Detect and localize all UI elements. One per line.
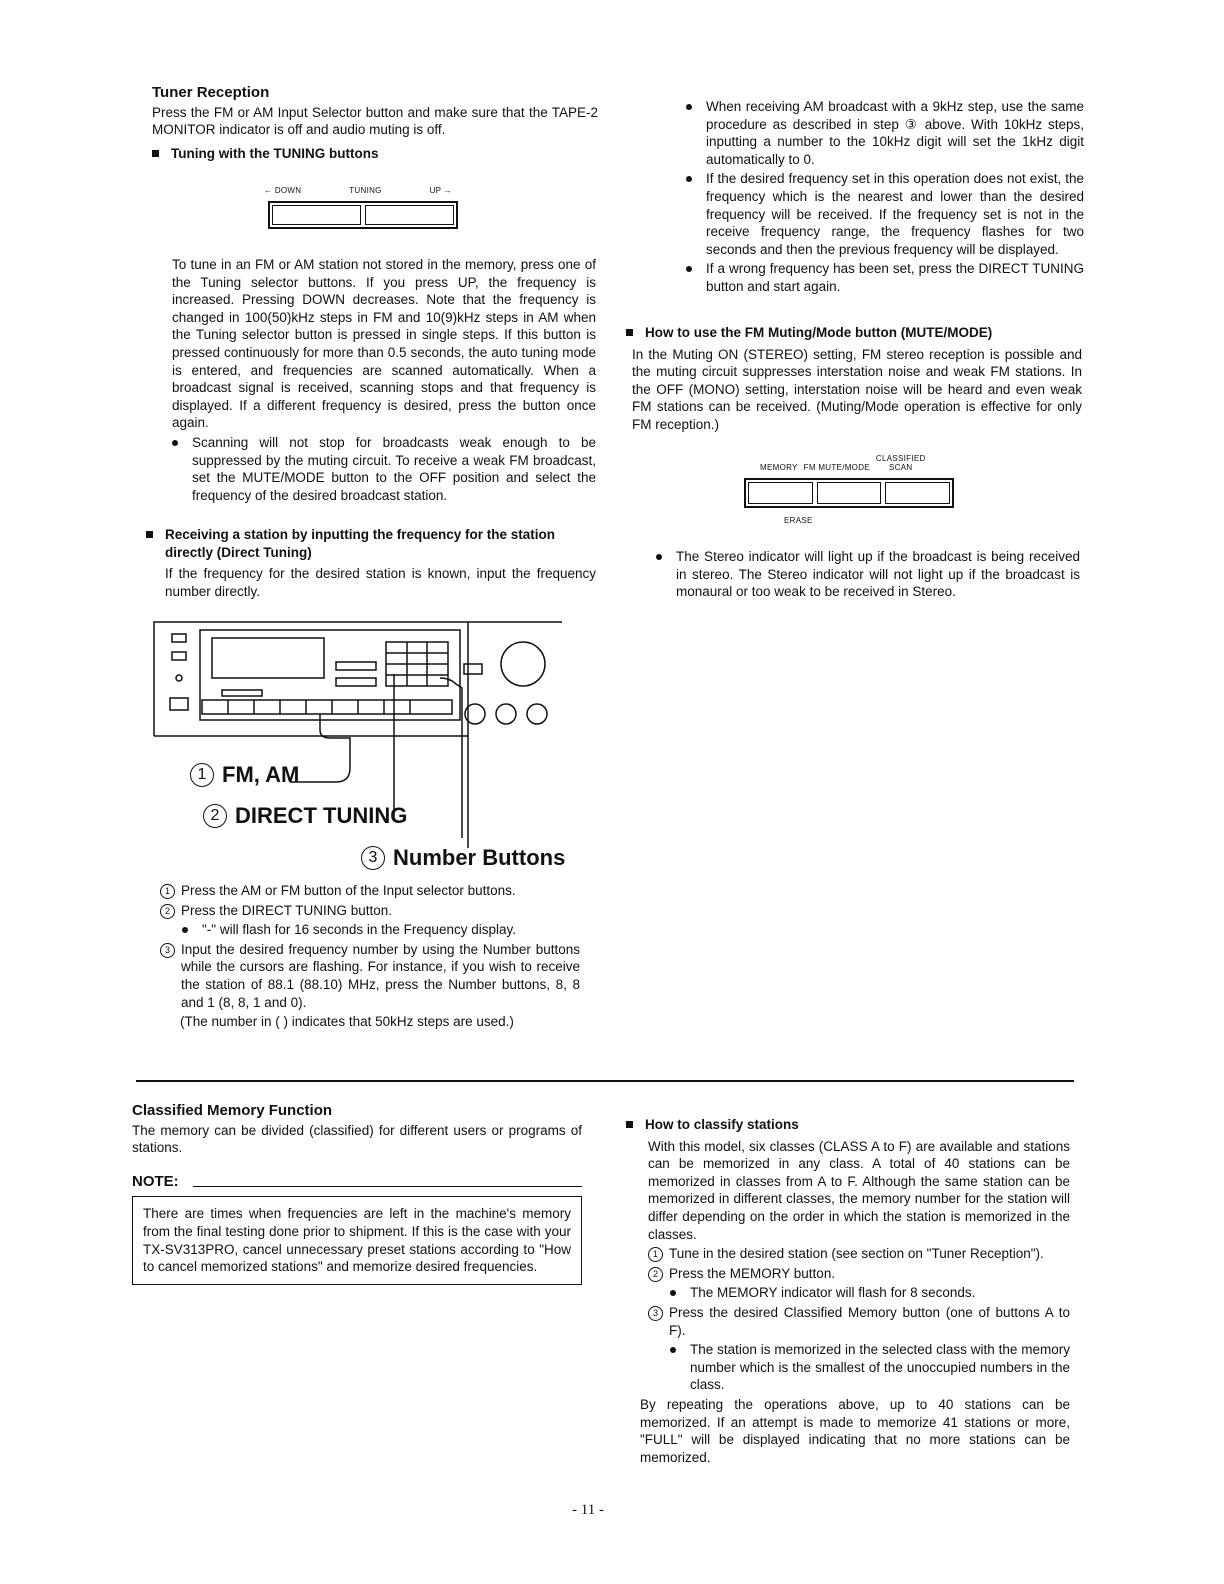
side-button (464, 664, 482, 674)
direct-tuning-section (146, 520, 596, 600)
left-small-button (172, 634, 186, 642)
direct-subheading: Receiving a station by inputting the frequency for the station directly (Direct Tuning) (146, 526, 596, 561)
memory-label: MEMORY (760, 463, 798, 472)
panel-outline (154, 622, 562, 736)
classify-step-1: 1 Tune in the desired station (see section on "Tuner Reception"). (648, 1245, 1070, 1263)
classified-intro: The memory can be divided (classified) for different users or programs of stations. (132, 1122, 582, 1156)
square-bullet-icon (146, 531, 153, 538)
tuning-subheading: Tuning with the TUNING buttons (152, 145, 598, 163)
note-box (132, 1196, 582, 1284)
classify-step-2: 2 Press the MEMORY button. (648, 1265, 1070, 1283)
tuning-buttons-diagram (258, 186, 458, 229)
left-power-button (170, 698, 188, 710)
circled-number: 1 (190, 763, 214, 787)
section-heading: Tuner Reception (152, 84, 270, 101)
list-item: When receiving AM broadcast with a 9kHz step, use the same procedure as described in step ③ above. With 10kHz steps, inputting a number to the 10kHz digit will set the 1kHz digit automatically to 0. (686, 98, 1084, 168)
fm-mute-label: FM MUTE/MODE (803, 463, 870, 472)
callout-direct-tuning: 2 DIRECT TUNING (203, 803, 407, 829)
circled-number: 2 (203, 804, 227, 828)
note-text: There are times when frequencies are left in the machine's memory from the final testing done prior to shipment. If this is the case with your TX-SV313PRO, cancel unnecessary preset stations according to "How to cancel memorized stations" and memorize desired frequencies. (143, 1206, 571, 1275)
list-item: If the desired frequency set in this operation does not exist, the frequency which is the nearest and lower than the desired frequency will be received. If the frequency set is not in the receive frequency range, the frequency flashes for two seconds and then the previous frequency will be displayed. (686, 170, 1084, 258)
list-item: Scanning will not stop for broadcasts weak enough to be suppressed by the muting circuit. To receive a weak FM broadcast, set the MUTE/MODE button to the OFF position and select the frequency of the desired broadcast station. (172, 434, 596, 504)
note-rule (193, 1186, 582, 1187)
small-knob-icon (527, 704, 547, 724)
erase-label: ERASE (784, 516, 813, 525)
leader-line-3 (440, 678, 462, 838)
tuning-text (172, 256, 596, 506)
page-number: - 11 - (572, 1502, 604, 1518)
frequency-display (212, 638, 324, 678)
scan-label: SCAN (889, 463, 913, 472)
classify-paragraph: With this model, six classes (CLASS A to F) are available and stations can be memorized in any class. A total of 40 stations can be memorized in classes from A to F. Although the same station can be memorized in different classes, the memory number for the station will differ depending on the order in which the station is memorized in the classes. (648, 1138, 1070, 1242)
bullet-icon (686, 176, 692, 182)
classify-step-3-bullet: The station is memorized in the selected class with the memory number which is the smallest of the unoccupied numbers in the class. (648, 1341, 1070, 1394)
classify-closing: By repeating the operations above, up to 40 stations can be memorized. If an attempt is made to memorize 41 stations or more, "FULL" will be displayed indicating that no more stations can be memorized. (640, 1396, 1070, 1465)
bullet-icon (686, 266, 692, 272)
tuning-button-pair (268, 201, 458, 229)
right-bullets (686, 96, 1084, 298)
square-bullet-icon (152, 150, 159, 157)
indicator-bar (336, 678, 376, 686)
bullet-icon (172, 440, 178, 446)
tuner-reception-section (152, 84, 598, 166)
section-heading: Classified Memory Function (132, 1102, 333, 1119)
classified-scan-button (885, 482, 950, 504)
tuning-down-button (272, 205, 361, 225)
bullet-icon (670, 1347, 676, 1353)
bullet-icon (686, 104, 692, 110)
volume-knob-icon (501, 642, 545, 686)
small-knob-icon (496, 704, 516, 724)
muting-section (626, 318, 1082, 434)
step-2: 2 Press the DIRECT TUNING button. (160, 902, 580, 920)
square-bullet-icon (626, 1121, 633, 1128)
down-label: ← DOWN (264, 186, 302, 195)
classify-step-2-bullet: The MEMORY indicator will flash for 8 seconds. (648, 1284, 1070, 1302)
bullet-icon (670, 1290, 676, 1296)
left-small-button (172, 652, 186, 660)
direct-paragraph: If the frequency for the desired station is known, input the frequency number directly. (165, 566, 596, 599)
classify-stations-section (626, 1110, 1070, 1466)
stereo-note (656, 546, 1080, 603)
note-header (132, 1173, 582, 1191)
list-item: If a wrong frequency has been set, press the DIRECT TUNING button and start again. (686, 260, 1084, 295)
classified-label: CLASSIFIED (875, 454, 926, 463)
intro-paragraph: Press the FM or AM Input Selector button and make sure that the TAPE-2 MONITOR indicator is off and audio muting is off. (152, 104, 598, 138)
memory-buttons-diagram (744, 454, 964, 528)
muting-paragraph: In the Muting ON (STEREO) setting, FM stereo reception is possible and the muting circuit suppresses interstation noise and weak FM stations. In the OFF (MONO) setting, interstation noise will be heard and even weak FM stations can be received. (Muting/Mode operation is effective for only FM reception.) (632, 346, 1082, 432)
indicator-bar (336, 662, 376, 670)
step-2-bullet: "-" will flash for 16 seconds in the Frequency display. (160, 921, 580, 939)
tuning-paragraph: To tune in an FM or AM station not stored in the memory, press one of the Tuning selector buttons. If you press UP, the frequency is increased. Pressing DOWN decreases. Note that the frequency is changed in 100(50)kHz steps in FM and 10(9)kHz steps in AM when the Tuning selector button is pressed in single steps. If this button is pressed continuously for more than 0.5 seconds, the auto tuning mode is entered, and frequencies are scanned automatically. When a broadcast signal is received, scanning stops and that frequency is displayed. If a different frequency is desired, press the button once again. (172, 257, 596, 431)
section-divider (136, 1080, 1074, 1082)
direct-tuning-steps (160, 880, 580, 1031)
memory-button (748, 482, 813, 504)
bullet-icon (182, 927, 188, 933)
tuning-label: TUNING (349, 186, 382, 195)
classify-step-3: 3 Press the desired Classified Memory button (one of buttons A to F). (648, 1304, 1070, 1339)
step-3-note: (The number in ( ) indicates that 50kHz steps are used.) (180, 1014, 514, 1030)
muting-subheading: How to use the FM Muting/Mode button (MUTE/MODE) (626, 324, 1082, 342)
bullet-icon (656, 554, 662, 560)
callout-fm-am: 1 FM, AM (190, 762, 299, 788)
classified-memory-section (132, 1102, 582, 1285)
small-buttons (222, 690, 262, 696)
classify-subheading: How to classify stations (626, 1116, 1070, 1134)
left-knob-icon (176, 675, 182, 681)
input-selector-row (202, 700, 452, 714)
fm-mute-mode-button (817, 482, 882, 504)
step-1: 1 Press the AM or FM button of the Input selector buttons. (160, 882, 580, 900)
tuning-up-button (365, 205, 454, 225)
up-label: UP → (429, 186, 452, 195)
square-bullet-icon (626, 329, 633, 336)
callout-number-buttons: 3 Number Buttons (361, 845, 565, 871)
memory-button-row (744, 478, 954, 508)
step-3: 3 Input the desired frequency number by using the Number buttons while the cursors are flashing. For instance, if you wish to receive the station of 88.1 (88.10) MHz, press the Number buttons, 8, 8 and 1 (8, 8, 1 and 0). (160, 941, 580, 1011)
list-item: The Stereo indicator will light up if the broadcast is being received in stereo. The Stereo indicator will not light up if the broadcast is monaural or too weak to be received in Stereo. (656, 548, 1080, 601)
circled-number: 3 (361, 846, 385, 870)
note-label: NOTE: (132, 1172, 179, 1190)
